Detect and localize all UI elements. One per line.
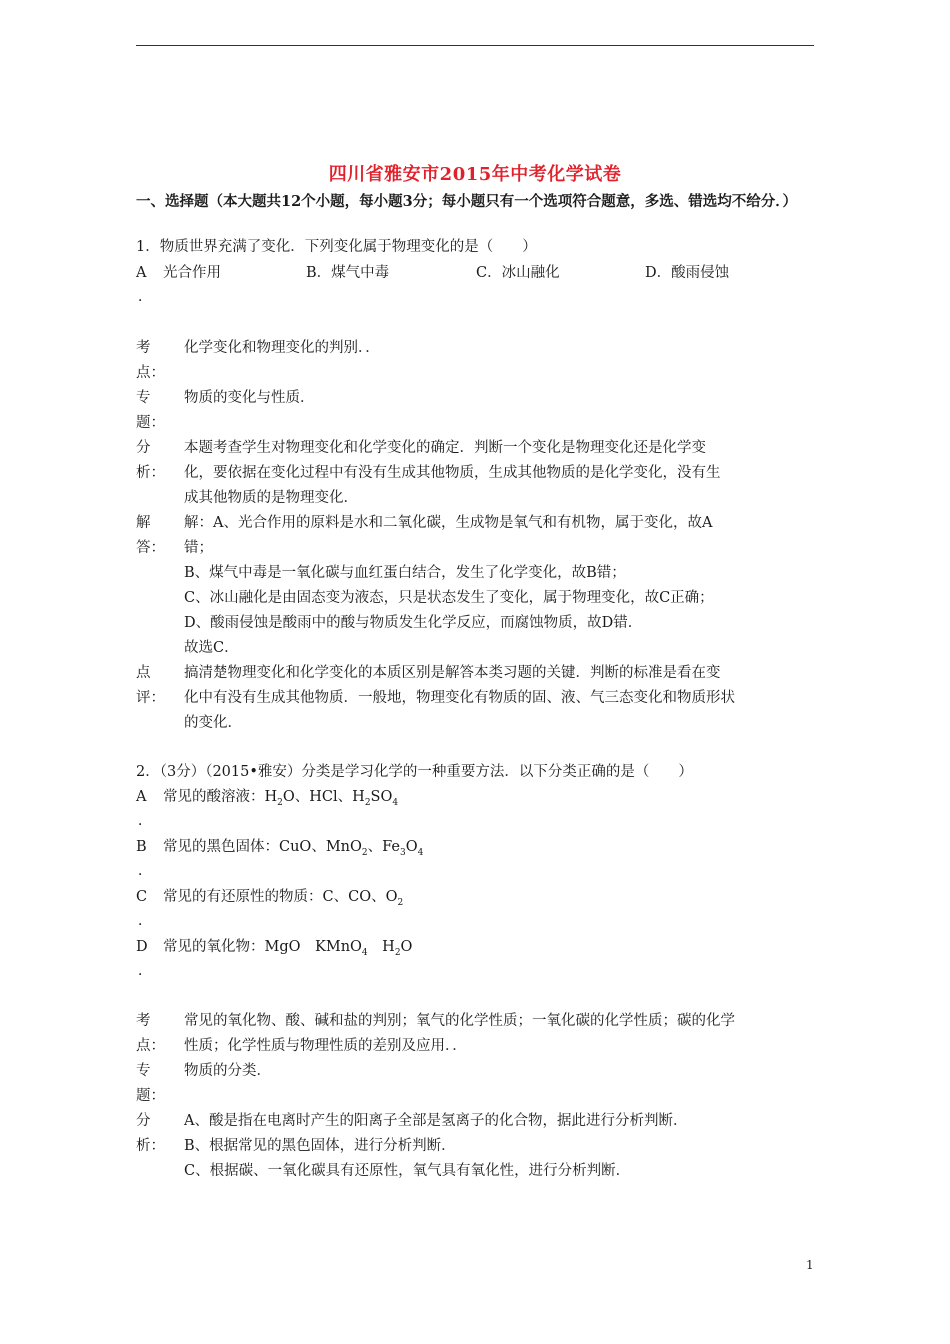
q2-dot: ．: [138, 813, 152, 829]
q2-fenxi-line: C、根据碳、一氧化碳具有还原性，氧气具有氧化性，进行分析判断．: [184, 1163, 631, 1179]
q1-option-d: D．酸雨侵蚀: [645, 265, 730, 281]
q1-dot: ．: [138, 289, 152, 305]
page-title: 四川省雅安市2015年中考化学试卷: [328, 164, 622, 185]
q1-jieda-line: 解：A、光合作用的原料是水和二氧化碳，生成物是氧气和有机物，属于变化，故A: [184, 515, 713, 531]
q2-stem: 2．（3分）（2015•雅安）分类是学习化学的一种重要方法．以下分类正确的是（ ）: [136, 764, 693, 780]
q2-dot: ．: [138, 963, 152, 979]
q2-kaodian-line: 常见的氧化物、酸、碱和盐的判别；氧气的化学性质；一氧化碳的化学性质；碳的化学: [184, 1013, 735, 1029]
q1-kaodian-text: 化学变化和物理变化的判别．．: [184, 340, 380, 356]
q1-dianping-line: 搞清楚物理变化和化学变化的本质区别是解答本类习题的关键．判断的标准是看在变: [184, 665, 721, 681]
q1-option-c: C．冰山融化: [476, 265, 560, 281]
q1-jieda-line: 错；: [184, 540, 213, 556]
q2-option-c-letter: C: [136, 889, 148, 905]
q1-dianping-line: 化中有没有生成其他物质．一般地，物理变化有物质的固、液、气三态变化和物质形状: [184, 690, 735, 706]
q1-jieda-line: 故选C．: [184, 640, 239, 656]
q2-option-d: 常见的氧化物：MgO KMnO$_4$ $H_2O$: [163, 939, 413, 958]
q2-option-d-letter: D: [136, 939, 148, 955]
q1-fenxi-line: 成其他物质的是物理变化．: [184, 490, 358, 506]
q2-kaodian-line: 性质；化学性质与物理性质的差别及应用．．: [184, 1038, 467, 1054]
q1-option-a: 光合作用: [163, 265, 221, 281]
q1-zhuanti-label-1: 专: [136, 390, 151, 406]
q2-dot: ．: [138, 863, 152, 879]
q1-fenxi-line: 化，要依据在变化过程中有没有生成其他物质，生成其他物质的是化学变化，没有生: [184, 465, 721, 481]
q2-zhuanti-text: 物质的分类．: [184, 1063, 271, 1079]
q1-zhuanti-text: 物质的变化与性质．: [184, 390, 315, 406]
q1-jieda-label-2: 答：: [136, 540, 165, 556]
q1-dianping-line: 的变化．: [184, 715, 242, 731]
q1-dianping-label-2: 评：: [136, 690, 165, 706]
q1-stem: 1．物质世界充满了变化．下列变化属于物理变化的是（ ）: [136, 239, 537, 255]
q2-option-a-letter: A: [136, 789, 147, 805]
q1-fenxi-line: 本题考查学生对物理变化和化学变化的确定．判断一个变化是物理变化还是化学变: [184, 440, 706, 456]
q1-zhuanti-label-2: 题：: [136, 415, 165, 431]
header-rule: [136, 45, 814, 46]
q1-fenxi-label-2: 析：: [136, 465, 165, 481]
q2-option-b-letter: B: [136, 839, 147, 855]
q1-jieda-line: D、酸雨侵蚀是酸雨中的酸与物质发生化学反应，而腐蚀物质，故D错．: [184, 615, 643, 631]
q1-option-b: B．煤气中毒: [306, 265, 390, 281]
q2-dot: ．: [138, 913, 152, 929]
q1-jieda-line: B、煤气中毒是一氧化碳与血红蛋白结合，发生了化学变化，故B错；: [184, 565, 626, 581]
q2-option-a: 常见的酸溶液：$H_2O$、HCl、$H_2SO_4$: [163, 789, 399, 808]
q1-jieda-line: C、冰山融化是由固态变为液态，只是状态发生了变化，属于物理变化，故C正确；: [184, 590, 714, 606]
q2-fenxi-label-1: 分: [136, 1113, 151, 1129]
q2-zhuanti-label-2: 题：: [136, 1088, 165, 1104]
q2-kaodian-label-1: 考: [136, 1013, 151, 1029]
section-heading: 一、选择题（本大题共12个小题，每小题3分；每小题只有一个选项符合题意，多选、错选均不给分．）: [136, 193, 798, 210]
q2-fenxi-line: B、根据常见的黑色固体，进行分析判断．: [184, 1138, 456, 1154]
page-number: 1: [806, 1258, 814, 1272]
q2-option-b: 常见的黑色固体：CuO、MnO$_2$、$Fe_3O_4$: [163, 839, 424, 858]
q2-zhuanti-label-1: 专: [136, 1063, 151, 1079]
q1-jieda-label-1: 解: [136, 515, 151, 531]
q2-kaodian-label-2: 点：: [136, 1038, 165, 1054]
q2-fenxi-line: A、酸是指在电离时产生的阳离子全部是氢离子的化合物，据此进行分析判断．: [184, 1113, 688, 1129]
q1-kaodian-label-1: 考: [136, 340, 151, 356]
q1-kaodian-label-2: 点：: [136, 365, 165, 381]
q2-option-c: 常见的有还原性的物质：C、CO、$O_2$: [163, 889, 404, 908]
q1-fenxi-label-1: 分: [136, 440, 151, 456]
q1-option-a-letter: A: [136, 265, 147, 281]
q2-fenxi-label-2: 析：: [136, 1138, 165, 1154]
q1-dianping-label-1: 点: [136, 665, 151, 681]
